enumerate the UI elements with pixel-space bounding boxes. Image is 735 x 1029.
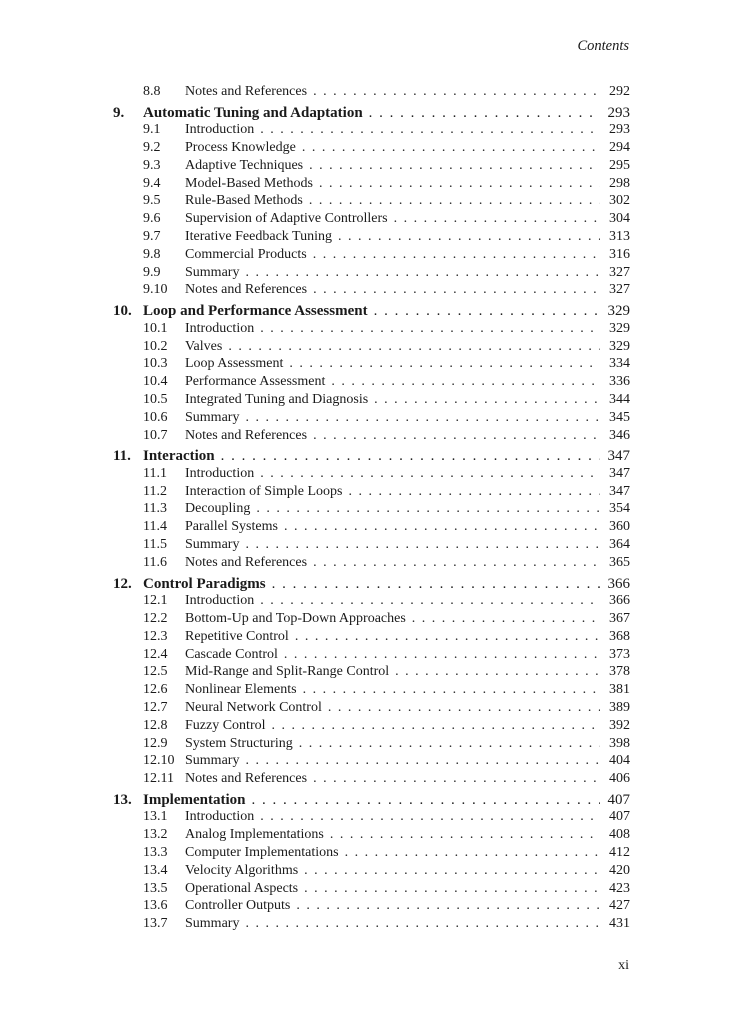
- toc-chapter-entry: [113, 572, 630, 593]
- entry-title: Introduction: [185, 593, 255, 609]
- entry-page: 431: [609, 916, 630, 932]
- entry-title: Interaction: [143, 448, 215, 465]
- entry-number: 12.1: [143, 593, 168, 609]
- toc-section-entry: [113, 862, 630, 880]
- entry-page: 294: [609, 140, 630, 156]
- dot-leader: [313, 83, 600, 101]
- entry-title: Automatic Tuning and Adaptation: [143, 104, 363, 121]
- entry-number: 11.2: [143, 483, 167, 499]
- entry-page: 366: [607, 575, 630, 592]
- toc-section-entry: [113, 83, 630, 101]
- entry-title: Performance Assessment: [185, 374, 326, 390]
- entry-number: 8.8: [143, 84, 161, 99]
- entry-page: 302: [609, 193, 630, 209]
- running-header: Contents: [577, 38, 629, 54]
- entry-number: 9.1: [143, 122, 161, 138]
- entry-number: 10.3: [143, 356, 168, 372]
- toc-section-entry: [113, 355, 630, 373]
- toc-section-entry: [113, 320, 630, 338]
- entry-page: 347: [607, 448, 630, 465]
- dot-leader: [260, 465, 600, 483]
- entry-title: Loop and Performance Assessment: [143, 303, 368, 320]
- dot-leader: [309, 192, 600, 210]
- entry-page: 367: [609, 610, 630, 626]
- entry-title: Loop Assessment: [185, 356, 284, 372]
- dot-leader: [299, 735, 600, 753]
- toc-section-entry: [113, 264, 630, 282]
- dot-leader: [313, 427, 600, 445]
- entry-title: Notes and References: [185, 282, 308, 298]
- dot-leader: [302, 139, 600, 157]
- entry-page: 329: [609, 320, 630, 336]
- dot-leader: [309, 157, 600, 175]
- toc-section-entry: [113, 373, 630, 391]
- dot-leader: [394, 210, 600, 228]
- entry-page: 292: [609, 84, 630, 99]
- entry-number: 11.1: [143, 465, 167, 481]
- entry-title: Valves: [185, 338, 223, 354]
- entry-number: 11.4: [143, 519, 167, 535]
- toc-section-entry: [113, 663, 630, 681]
- entry-number: 10.2: [143, 338, 168, 354]
- entry-number: 13.3: [143, 844, 168, 860]
- entry-page: 406: [609, 771, 630, 787]
- entry-page: 368: [609, 628, 630, 644]
- dot-leader: [228, 338, 600, 356]
- toc-section-entry: [113, 427, 630, 445]
- toc-section-entry: [113, 808, 630, 826]
- entry-number: 9.7: [143, 229, 161, 245]
- entry-number: 9.: [113, 104, 125, 121]
- toc-section-entry: [113, 681, 630, 699]
- entry-title: Integrated Tuning and Diagnosis: [185, 391, 369, 407]
- entry-number: 9.8: [143, 246, 161, 262]
- entry-title: Model-Based Methods: [185, 175, 313, 191]
- entry-page: 389: [609, 699, 630, 715]
- dot-leader: [260, 320, 600, 338]
- toc-section-entry: [113, 844, 630, 862]
- page-number: xi: [618, 958, 629, 973]
- dot-leader: [304, 862, 600, 880]
- table-of-contents: [113, 83, 630, 933]
- entry-page: 412: [609, 844, 630, 860]
- entry-title: Rule-Based Methods: [185, 193, 303, 209]
- entry-number: 9.2: [143, 140, 161, 156]
- entry-title: Summary: [185, 409, 240, 425]
- toc-section-entry: [113, 610, 630, 628]
- toc-section-entry: [113, 121, 630, 139]
- entry-page: 408: [609, 827, 630, 843]
- entry-number: 9.6: [143, 211, 161, 227]
- toc-section-entry: [113, 735, 630, 753]
- entry-title: Supervision of Adaptive Controllers: [185, 211, 388, 227]
- entry-title: Implementation: [143, 791, 246, 808]
- entry-number: 9.10: [143, 282, 168, 298]
- dot-leader: [319, 175, 600, 193]
- entry-page: 420: [609, 862, 630, 878]
- toc-section-entry: [113, 192, 630, 210]
- entry-page: 329: [607, 303, 630, 320]
- entry-title: Notes and References: [185, 427, 308, 443]
- toc-section-entry: [113, 409, 630, 427]
- entry-number: 13.: [113, 791, 132, 808]
- entry-number: 13.6: [143, 898, 168, 914]
- entry-page: 423: [609, 880, 630, 896]
- entry-page: 354: [609, 501, 630, 517]
- entry-number: 13.7: [143, 916, 168, 932]
- entry-page: 381: [609, 682, 630, 698]
- entry-page: 427: [609, 898, 630, 914]
- dot-leader: [304, 880, 600, 898]
- toc-section-entry: [113, 592, 630, 610]
- entry-page: 344: [609, 391, 630, 407]
- toc-section-entry: [113, 228, 630, 246]
- toc-chapter-entry: [113, 788, 630, 809]
- dot-leader: [256, 500, 600, 518]
- entry-title: Iterative Feedback Tuning: [185, 229, 332, 245]
- entry-title: Analog Implementations: [185, 827, 324, 843]
- entry-title: Commercial Products: [185, 246, 307, 262]
- toc-section-entry: [113, 880, 630, 898]
- toc-section-entry: [113, 157, 630, 175]
- toc-chapter-entry: [113, 101, 630, 122]
- dot-leader: [260, 121, 600, 139]
- dot-leader: [328, 699, 600, 717]
- entry-number: 12.3: [143, 628, 168, 644]
- entry-title: Notes and References: [185, 84, 308, 99]
- toc-section-entry: [113, 646, 630, 664]
- toc-section-entry: [113, 281, 630, 299]
- entry-number: 12.4: [143, 646, 168, 662]
- entry-number: 10.5: [143, 391, 168, 407]
- toc-section-entry: [113, 628, 630, 646]
- entry-number: 12.11: [143, 771, 174, 787]
- entry-title: Process Knowledge: [185, 140, 296, 156]
- entry-page: 298: [609, 175, 630, 191]
- toc-section-entry: [113, 752, 630, 770]
- entry-number: 12.2: [143, 610, 168, 626]
- entry-page: 336: [609, 374, 630, 390]
- entry-number: 13.2: [143, 827, 168, 843]
- dot-leader: [331, 373, 600, 391]
- entry-number: 10.6: [143, 409, 168, 425]
- entry-title: Introduction: [185, 465, 255, 481]
- dot-leader: [412, 610, 600, 628]
- entry-page: 347: [609, 483, 630, 499]
- toc-section-entry: [113, 897, 630, 915]
- entry-number: 9.3: [143, 157, 161, 173]
- dot-leader: [369, 101, 600, 122]
- entry-title: Summary: [185, 916, 240, 932]
- entry-number: 11.5: [143, 537, 167, 553]
- dot-leader: [395, 663, 600, 681]
- entry-page: 347: [609, 465, 630, 481]
- entry-number: 12.10: [143, 753, 175, 769]
- entry-number: 9.5: [143, 193, 161, 209]
- entry-title: Fuzzy Control: [185, 717, 266, 733]
- dot-leader: [221, 444, 600, 465]
- entry-page: 407: [609, 809, 630, 825]
- entry-page: 364: [609, 537, 630, 553]
- entry-title: Controller Outputs: [185, 898, 291, 914]
- toc-section-entry: [113, 554, 630, 572]
- toc-section-entry: [113, 465, 630, 483]
- entry-page: 316: [609, 246, 630, 262]
- entry-page: 365: [609, 554, 630, 570]
- toc-chapter-entry: [113, 299, 630, 320]
- entry-page: 293: [607, 104, 630, 121]
- dot-leader: [313, 770, 600, 788]
- entry-title: Introduction: [185, 122, 255, 138]
- dot-leader: [260, 592, 600, 610]
- dot-leader: [313, 246, 600, 264]
- entry-title: Introduction: [185, 320, 255, 336]
- entry-page: 360: [609, 519, 630, 535]
- dot-leader: [284, 646, 600, 664]
- toc-section-entry: [113, 175, 630, 193]
- dot-leader: [245, 536, 600, 554]
- entry-number: 12.9: [143, 735, 168, 751]
- entry-page: 392: [609, 717, 630, 733]
- entry-page: 373: [609, 646, 630, 662]
- entry-number: 10.4: [143, 374, 168, 390]
- entry-number: 12.5: [143, 664, 168, 680]
- entry-page: 366: [609, 593, 630, 609]
- dot-leader: [330, 826, 600, 844]
- toc-section-entry: [113, 699, 630, 717]
- entry-title: Interaction of Simple Loops: [185, 483, 343, 499]
- toc-section-entry: [113, 518, 630, 536]
- dot-leader: [374, 299, 600, 320]
- dot-leader: [348, 483, 600, 501]
- dot-leader: [374, 391, 600, 409]
- toc-chapter-entry: [113, 444, 630, 465]
- entry-number: 10.1: [143, 320, 168, 336]
- entry-title: Bottom-Up and Top-Down Approaches: [185, 610, 406, 626]
- entry-number: 11.: [113, 448, 131, 465]
- dot-leader: [245, 915, 600, 933]
- toc-section-entry: [113, 915, 630, 933]
- entry-title: Computer Implementations: [185, 844, 339, 860]
- entry-title: Adaptive Techniques: [185, 157, 304, 173]
- entry-title: Mid-Range and Split-Range Control: [185, 664, 390, 680]
- dot-leader: [245, 752, 600, 770]
- toc-section-entry: [113, 536, 630, 554]
- entry-title: Summary: [185, 537, 240, 553]
- toc-section-entry: [113, 338, 630, 356]
- entry-title: Neural Network Control: [185, 699, 322, 715]
- dot-leader: [338, 228, 600, 246]
- toc-section-entry: [113, 391, 630, 409]
- toc-section-entry: [113, 500, 630, 518]
- entry-page: 313: [609, 229, 630, 245]
- dot-leader: [296, 897, 600, 915]
- dot-leader: [295, 628, 600, 646]
- entry-page: 334: [609, 356, 630, 372]
- toc-section-entry: [113, 139, 630, 157]
- dot-leader: [252, 788, 601, 809]
- entry-number: 10.7: [143, 427, 168, 443]
- entry-number: 9.9: [143, 264, 161, 280]
- entry-number: 10.: [113, 303, 132, 320]
- dot-leader: [303, 681, 600, 699]
- dot-leader: [313, 554, 600, 572]
- entry-number: 12.7: [143, 699, 168, 715]
- entry-page: 327: [609, 264, 630, 280]
- entry-page: 295: [609, 157, 630, 173]
- entry-number: 11.6: [143, 554, 167, 570]
- entry-title: Summary: [185, 753, 240, 769]
- entry-page: 346: [609, 427, 630, 443]
- entry-title: Notes and References: [185, 554, 308, 570]
- dot-leader: [245, 409, 600, 427]
- entry-title: System Structuring: [185, 735, 293, 751]
- entry-number: 13.1: [143, 809, 168, 825]
- entry-title: Control Paradigms: [143, 575, 266, 592]
- entry-page: 293: [609, 122, 630, 138]
- entry-title: Operational Aspects: [185, 880, 299, 896]
- entry-title: Velocity Algorithms: [185, 862, 299, 878]
- entry-page: 327: [609, 282, 630, 298]
- entry-number: 13.4: [143, 862, 168, 878]
- entry-number: 12.6: [143, 682, 168, 698]
- entry-title: Decoupling: [185, 501, 251, 517]
- dot-leader: [272, 717, 601, 735]
- dot-leader: [345, 844, 600, 862]
- entry-page: 304: [609, 211, 630, 227]
- entry-number: 11.3: [143, 501, 167, 517]
- entry-page: 404: [609, 753, 630, 769]
- entry-number: 12.8: [143, 717, 168, 733]
- dot-leader: [245, 264, 600, 282]
- toc-section-entry: [113, 826, 630, 844]
- entry-page: 329: [609, 338, 630, 354]
- entry-number: 9.4: [143, 175, 161, 191]
- dot-leader: [284, 518, 600, 536]
- dot-leader: [289, 355, 600, 373]
- toc-section-entry: [113, 770, 630, 788]
- toc-section-entry: [113, 210, 630, 228]
- entry-number: 13.5: [143, 880, 168, 896]
- toc-section-entry: [113, 717, 630, 735]
- entry-title: Cascade Control: [185, 646, 278, 662]
- dot-leader: [272, 572, 600, 593]
- entry-title: Introduction: [185, 809, 255, 825]
- entry-page: 398: [609, 735, 630, 751]
- toc-section-entry: [113, 483, 630, 501]
- entry-title: Parallel Systems: [185, 519, 278, 535]
- entry-title: Repetitive Control: [185, 628, 289, 644]
- entry-title: Summary: [185, 264, 240, 280]
- entry-page: 345: [609, 409, 630, 425]
- entry-number: 12.: [113, 575, 132, 592]
- entry-title: Notes and References: [185, 771, 308, 787]
- entry-page: 378: [609, 664, 630, 680]
- entry-title: Nonlinear Elements: [185, 682, 297, 698]
- entry-page: 407: [607, 791, 630, 808]
- dot-leader: [313, 281, 600, 299]
- dot-leader: [260, 808, 600, 826]
- toc-section-entry: [113, 246, 630, 264]
